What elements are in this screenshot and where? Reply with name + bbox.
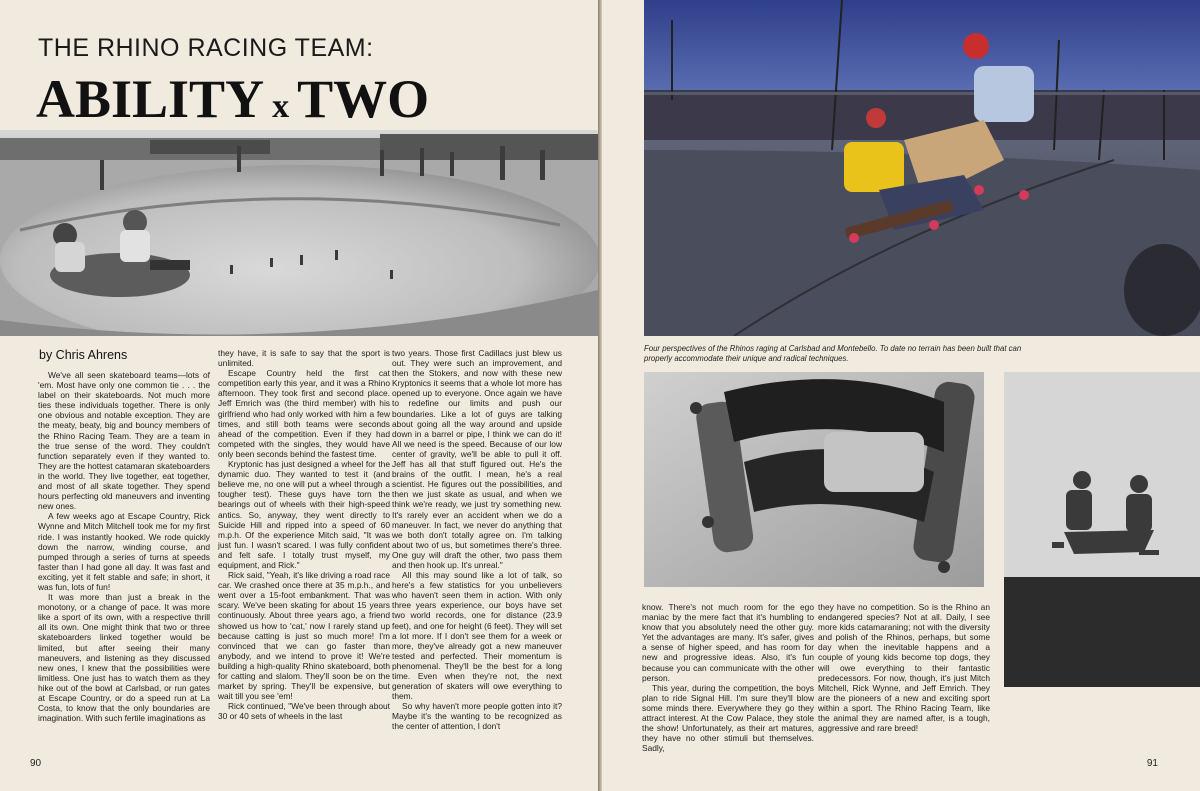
silhouette-photo-art	[1004, 372, 1200, 687]
paragraph: We've all seen skateboard teams—lots of 'em. Most have only one common tie . . . the label on their skateboards. Not much more ties these individuals together. There is only one obvious and notable exception. They are the meaty, beaty, big and bouncy members of the Rhino Racing Team. They are a team in the true sense of the word. They couldn't function separately even if they wanted to. They are the hottest catamaran skateboarders in the world. They live together, eat together, and most of all skate together. They spend hours perfecting old maneuvers and inventing new ones.	[38, 370, 210, 512]
color-bowl-photo	[644, 0, 1200, 336]
bowl-photo	[0, 130, 598, 336]
paragraph: know. There's not much room for the ego maniac by the mere fact that it's humbling to know that you absolutely need the other guy. Yet the advantages are many. It's safer, gives a sense of higher speed, and has room for new and progressive ideas. Also, it's fun because you can communicate with the other person.	[642, 602, 814, 683]
paragraph: they have, it is safe to say that the sport is unlimited.	[218, 348, 390, 369]
headline-x: x	[272, 88, 290, 125]
paragraph: Kryptonic has just designed a wheel for the dynamic duo. They wanted to test it (and believe me, no one will put a wheel through a tougher test). These guys have torn the bearings out of wheels with their high-speed antics. So, anyway, they went directly to Suicide Hill and ripped into a speed of 60 m.p.h. Of the experience Mitch said, "It was just fun. I wasn't scared. I was fully confident and felt safe. I totally trust myself, my equipment, and Rick."	[218, 459, 390, 570]
silhouette-photo	[1004, 372, 1200, 687]
headline-word-two: TWO	[297, 69, 430, 129]
paragraph: All this may sound like a lot of talk, so here's a few statistics for you unbelievers who haven't seen them in action. With only three years experience, our boys have set two world records, one for distance (23.9 feet), and one for height (6 feet). They will set a lot more. If I don't see them for a week or more, they've already got a new maneuver tested and perfected. Their momentum is phenomenal. They'll be the best for a long time. Even when they're not, the next generation of skaters will owe everything to them.	[392, 570, 562, 702]
paragraph: Rick said, "Yeah, it's like driving a road race car. We crashed once there at 35 m.p.h., and went over a 15-foot embankment. That was scary. We've been skating for about 15 years continuously. About three years ago, a friend showed us how to 'cat,' now I rarely stand up because catting is just so much more! I'm convinced that we can go faster than anybody, and we intend to prove it! We're building a high-quality Rhino skateboard, both for catting and slalom. They'll soon be on the market by spring. They'll be expensive, but wait till you see 'em!	[218, 570, 390, 702]
article-column-5	[818, 602, 990, 733]
paragraph: two years. Those first Cadillacs just blew us out. They were such an improvement, and then the Stokers, and now with these new Kryptonics it seems that a whole lot more has opened up to everyone. Once again we have to redefine our limits and push our boundaries. Like a lot of guys are talking about going all the way around and upside down in a barrel or pipe, I think we can do it! All we need is the speed. Because of our low center of gravity, we'll be able to pull it off. Jeff has all that stuff figured out. He's the brains of the outfit. I mean, he's a real scientist. He figures out the possibilities, and then we just skate as usual, and when we think we're ready, we just try something new. It's rarely ever an accident when we do a maneuver. In fact, we never do anything that we both don't totally agree on. I'm talking about two of us, but sometimes there's three. One guy will draft the other, two pass them and then hook up. It's unreal."	[392, 348, 562, 570]
overhead-photo-art	[644, 372, 984, 587]
headline	[36, 68, 429, 130]
page-number-right: 91	[1146, 758, 1158, 769]
paragraph: So why haven't more people gotten into it? Maybe it's the wanting to be recognized as the center of attention, I don't	[392, 701, 562, 732]
article-column-3	[392, 348, 562, 732]
paragraph: they have no competition. So is the Rhino an endangered species? Not at all. Daily, I see more kids catamaraning; not with the diversity and polish of the Rhinos, perhaps, but some day when the inevitable happens and a couple of young kids become top dogs, they will owe everything to their fantastic predecessors. For now, though, it's just Mitch Mitchell, Rick Wynne, and Jeff Emrich. They are the pioneers of a new and exciting sport within a sport. The Rhino Racing Team, like the animal they are named after, is a tough, aggressive and rare breed!	[818, 602, 990, 734]
paragraph: This year, during the competition, the boys plan to ride Signal Hill. I'm sure they'll blow some minds there. Everywhere they go they attract interest. At the Cow Palace, they stole the show! Unfortunately, as their art matures, they have no other stimuli but themselves. Sadly,	[642, 682, 814, 754]
byline: by Chris Ahrens	[39, 348, 128, 362]
photo-caption: Four perspectives of the Rhinos raging at Carlsbad and Montebello. To date no terrain has been built that can properly accommodate their unique and radical techniques.	[644, 344, 1022, 363]
right-page	[602, 0, 1200, 791]
page-number-left: 90	[30, 758, 42, 769]
overhead-photo	[644, 372, 984, 587]
paragraph: Rick continued, "We've been through about 30 or 40 sets of wheels in the last	[218, 701, 390, 722]
kicker-title: THE RHINO RACING TEAM:	[38, 34, 374, 62]
article-column-2	[218, 348, 390, 721]
article-column-1	[38, 370, 210, 723]
paragraph: It was more than just a break in the monotony, or a change of pace. It was more like a sport of its own, with a respective thrill all its own. One might think that two or three skateboarders linked together would be limited, but after seeing their many maneuvers, and listening as they discussed new ones, I knew that the possibilities were limitless. One just has to watch them as they hike out of the bowl at Carlsbad, or run gates at Escape Country, or do a speed run at La Costa, to know that the only boundaries are imagination. With such fertile imaginations as	[38, 592, 210, 724]
left-page	[0, 0, 599, 791]
color-photo-art	[644, 0, 1200, 336]
article-column-4	[642, 602, 814, 753]
headline-word-ability: ABILITY	[36, 69, 265, 129]
paragraph: A few weeks ago at Escape Country, Rick Wynne and Mitch Mitchell took me for my first ride. I was instantly hooked. We rode quickly down the narrow, winding course, and pumped through a series of turns at speeds faster than I had gone all day. It was fast and exciting, yet it felt stable and safe; in short, it was fun, lots of fun!	[38, 511, 210, 592]
bowl-photo-art	[0, 130, 598, 336]
paragraph: Escape Country held the first cat competition early this year, and it was a Rhino afternoon. They took first and second place. Jeff Emrich was (the third member) with his girlfriend who had only worked with him a few times, and still both teams were seconds ahead of the competition. Even if they had competed with the singles, they would have only been seconds behind the fastest time.	[218, 368, 390, 459]
